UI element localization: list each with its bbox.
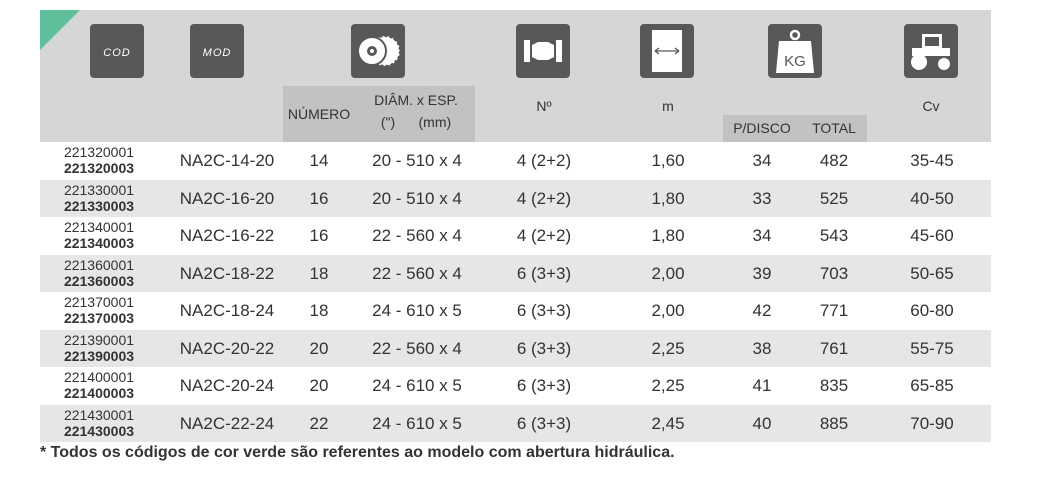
cod-cell [40, 142, 158, 180]
cod-green-value: 221430003 [63, 422, 135, 439]
weight-label: KG [784, 53, 806, 70]
total-cell: 543 [819, 226, 849, 245]
cod-cell [40, 367, 158, 405]
total-cell: 703 [819, 263, 849, 283]
m-cell: 2,25 [651, 338, 685, 358]
diam-cell: 24 - 610 x 5 [372, 301, 462, 320]
diam-cell: 20 - 510 x 4 [372, 151, 462, 170]
mod-cell: NA2C-22-24 [179, 413, 275, 433]
cv-cell: 55-75 [910, 338, 954, 358]
cod-green-value: 221340003 [63, 235, 135, 251]
col-header-m: m [662, 98, 674, 114]
diam-cell: 22 - 560 x 4 [372, 263, 462, 283]
cod-cell [40, 217, 158, 255]
m-cell: 1,80 [651, 226, 685, 245]
col-header-numero: NÚMERO [287, 106, 351, 122]
n-cell: 4 (2+2) [516, 226, 572, 245]
table-row [40, 292, 991, 330]
p-disco-cell: 42 [752, 301, 772, 320]
m-cell: 2,00 [651, 263, 685, 283]
n-cell: 6 (3+3) [516, 338, 572, 358]
numero-cell: 16 [309, 226, 329, 245]
cod-value: 221400001 [63, 369, 135, 385]
mod-cell: NA2C-16-20 [179, 188, 275, 208]
n-cell: 6 (3+3) [516, 376, 572, 395]
diam-cell: 22 - 560 x 4 [372, 338, 462, 358]
numero-cell: 20 [309, 376, 329, 395]
table-row [40, 405, 991, 443]
total-cell: 835 [819, 376, 849, 395]
col-header-diam-line1: DIÂM. x ESP. [374, 92, 458, 108]
mod-cell: NA2C-14-20 [179, 151, 275, 170]
numero-cell: 14 [309, 151, 329, 170]
m-cell: 2,00 [651, 301, 685, 320]
cod-green-value: 221390003 [63, 347, 135, 364]
numero-cell: 22 [309, 413, 329, 433]
cod-value: 221390001 [63, 331, 135, 348]
diam-cell: 20 - 510 x 4 [372, 188, 462, 208]
total-cell: 885 [819, 413, 849, 433]
p-disco-cell: 33 [752, 188, 772, 208]
numero-cell: 16 [309, 188, 329, 208]
p-disco-cell: 40 [752, 413, 772, 433]
cod-cell [40, 292, 158, 330]
diam-cell: 24 - 610 x 5 [372, 413, 462, 433]
cod-cell [40, 330, 158, 368]
p-disco-cell: 41 [752, 376, 772, 395]
cod-value: 221320001 [63, 144, 135, 160]
cod-value: 221360001 [63, 256, 135, 273]
cod-cell [40, 255, 158, 293]
bearing-icon [516, 24, 570, 78]
cv-cell: 35-45 [910, 151, 954, 170]
table-row [40, 142, 991, 180]
m-cell: 1,60 [651, 151, 685, 170]
mod-cell: NA2C-20-24 [179, 376, 275, 395]
col-header-diam-line2: (") (mm) [380, 114, 452, 130]
m-cell: 1,80 [651, 188, 685, 208]
footnote: * Todos os códigos de cor verde são referentes ao modelo com abertura hidráulica. [40, 444, 675, 461]
numero-cell: 18 [309, 263, 329, 283]
table-row [40, 180, 991, 218]
disc-icon [351, 24, 405, 78]
mod-tag-label: MOD [202, 47, 232, 59]
cod-value: 221370001 [63, 294, 135, 310]
cod-value: 221330001 [63, 181, 135, 198]
cod-value: 221430001 [63, 406, 135, 423]
cv-cell: 70-90 [910, 413, 954, 433]
corner-accent [40, 10, 80, 50]
cod-green-value: 221370003 [63, 310, 135, 326]
cv-cell: 45-60 [910, 226, 954, 245]
cod-tag-label: COD [103, 47, 131, 59]
table-body [40, 142, 991, 442]
total-cell: 482 [819, 151, 849, 170]
cod-tag-icon [90, 24, 144, 78]
diam-cell: 22 - 560 x 4 [372, 226, 462, 245]
numero-cell: 18 [309, 301, 329, 320]
p-disco-cell: 38 [752, 338, 772, 358]
total-cell: 761 [819, 338, 849, 358]
col-header-n: Nº [536, 98, 552, 114]
mod-cell: NA2C-20-22 [179, 338, 275, 358]
cod-cell [40, 405, 158, 443]
n-cell: 6 (3+3) [516, 263, 572, 283]
cod-green-value: 221360003 [63, 272, 135, 289]
cv-cell: 40-50 [910, 188, 954, 208]
cod-green-value: 221400003 [63, 385, 135, 401]
total-cell: 771 [819, 301, 849, 320]
col-header-p-disco: P/DISCO [733, 120, 791, 136]
table-row [40, 330, 991, 368]
m-cell: 2,25 [651, 376, 685, 395]
cod-cell [40, 180, 158, 218]
cv-cell: 60-80 [910, 301, 954, 320]
cv-cell: 50-65 [910, 263, 954, 283]
n-cell: 4 (2+2) [516, 151, 572, 170]
p-disco-cell: 39 [752, 263, 772, 283]
numero-cell: 20 [309, 338, 329, 358]
m-cell: 2,45 [651, 413, 685, 433]
weight-icon [768, 24, 822, 78]
mod-cell: NA2C-16-22 [179, 226, 275, 245]
table-row [40, 367, 991, 405]
n-cell: 6 (3+3) [516, 301, 572, 320]
n-cell: 6 (3+3) [516, 413, 572, 433]
n-cell: 4 (2+2) [516, 188, 572, 208]
diam-cell: 24 - 610 x 5 [372, 376, 462, 395]
p-disco-cell: 34 [752, 226, 772, 245]
cod-green-value: 221320003 [63, 160, 135, 176]
width-icon [640, 24, 694, 78]
cod-value: 221340001 [63, 219, 135, 235]
col-header-total: TOTAL [812, 120, 856, 136]
mod-cell: NA2C-18-24 [179, 301, 275, 320]
col-header-cv: Cv [922, 98, 940, 114]
mod-cell: NA2C-18-22 [179, 263, 275, 283]
total-cell: 525 [819, 188, 849, 208]
cv-cell: 65-85 [910, 376, 954, 395]
p-disco-cell: 34 [752, 151, 772, 170]
tractor-icon [904, 24, 958, 78]
table-row [40, 217, 991, 255]
table-row [40, 255, 991, 293]
cod-green-value: 221330003 [63, 197, 135, 214]
mod-tag-icon [190, 24, 244, 78]
